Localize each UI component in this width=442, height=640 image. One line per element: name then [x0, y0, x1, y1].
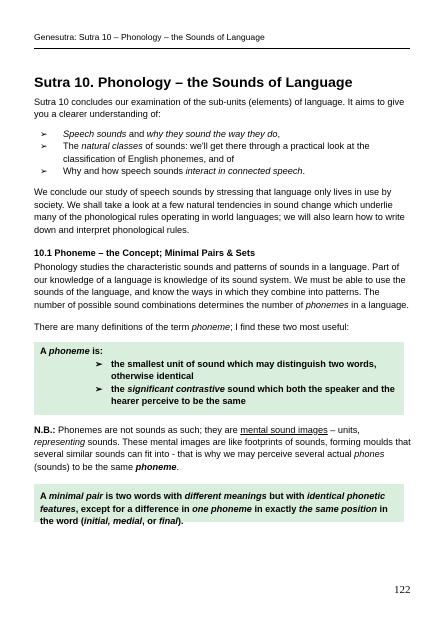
page-number: 122 [394, 584, 411, 596]
definition-lead: A phoneme is: [40, 345, 103, 356]
section-heading: 10.1 Phoneme – the Concept; Minimal Pairs & Sets [34, 248, 256, 259]
list-item: ➢ The natural classes of sounds: we'll get there through a practical look at the classification of English phonemes, and of [40, 141, 370, 164]
list-item: ➢ the significant contrastive sound which both the speaker and the hearer perceive to be the same [95, 383, 395, 407]
list-item: ➢ the smallest unit of sound which may distinguish two words, otherwise identical [95, 358, 377, 382]
definition-list [40, 358, 398, 408]
chapter-title: Sutra 10. Phonology – the Sounds of Language [34, 75, 353, 91]
aims-list [34, 128, 412, 178]
arrow-bullet-icon: ➢ [40, 141, 48, 152]
arrow-bullet-icon: ➢ [95, 383, 103, 394]
arrow-bullet-icon: ➢ [95, 358, 103, 369]
arrow-bullet-icon: ➢ [40, 128, 48, 139]
intro-paragraph: Sutra 10 concludes our examination of the sub-units (elements) of language. It aims to give you a clearer understanding of: [34, 97, 405, 120]
emphasis: phonemes [305, 299, 349, 310]
body-paragraph: We conclude our study of speech sounds by stressing that language only lives in use by society. We shall take a look at a few natural tendencies in sound change which underlie many of the phonological rules operating in world languages; we will also learn how to write down and interpret phonological rules. [34, 187, 405, 235]
arrow-bullet-icon: ➢ [40, 166, 48, 177]
body-paragraph: There are many definitions of the term phoneme; I find these two most useful: [34, 322, 350, 333]
minimal-pair-box [34, 484, 404, 526]
minimal-pair-definition: A minimal pair is two words with different meanings but with identical phonetic features, except for a difference in one phoneme in exactly the same position in the word (initial, medial, or final). [40, 491, 388, 526]
header-rule [34, 48, 410, 49]
nb-paragraph: N.B.: Phonemes are not sounds as such; they are mental sound images – units, representing sounds. These mental images are like footprints of sounds, forming moulds that several similar sounds can fit into - that is why we may perceive several actual phones (sounds) to be the same phoneme. [34, 424, 411, 472]
list-item: ➢ Why and how speech sounds interact in connected speech. [40, 166, 306, 177]
page-content [34, 75, 412, 526]
definition-box [34, 342, 404, 415]
list-item: ➢ Speech sounds and why they sound the way they do, [40, 128, 281, 139]
body-paragraph: Phonology studies the characteristic sounds and patterns of sounds in a language. Part of our knowledge of a language is knowledge of its sound system. We must be able to use the sounds of the language, and know the ways in which they combine into patterns. The number of possible sound combinations determines the number of phonemes in a language. [34, 262, 409, 310]
running-header: Genesutra: Sutra 10 – Phonology – the Sounds of Language [34, 32, 265, 42]
